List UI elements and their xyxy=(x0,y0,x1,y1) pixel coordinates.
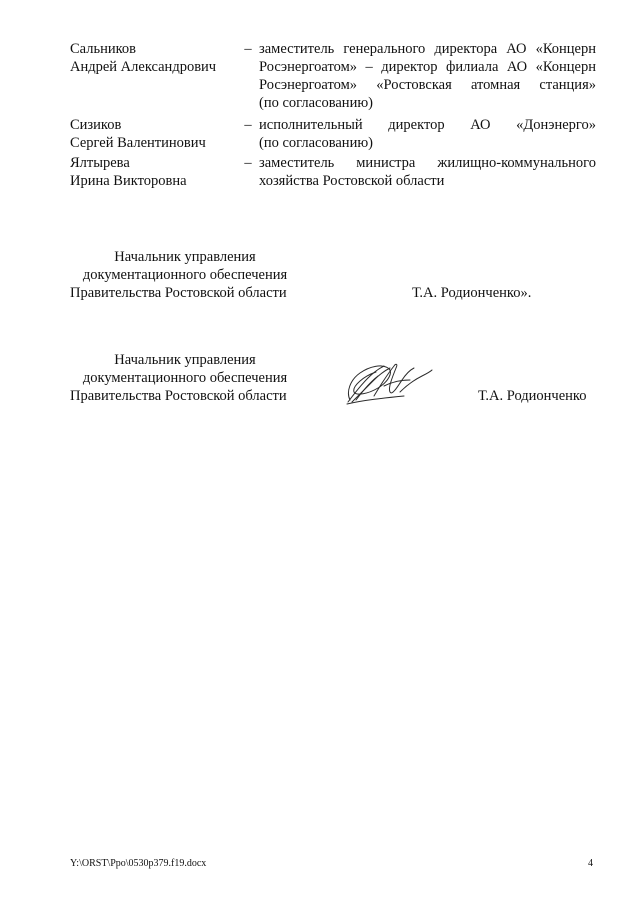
signatory-title-line: Начальник управления xyxy=(114,249,256,265)
member-name xyxy=(70,116,240,152)
member-surname: Сальников xyxy=(70,41,137,57)
quoted-signature-title xyxy=(70,248,300,302)
member-position-line: (по согласованию) xyxy=(259,135,373,151)
member-row-sizikov xyxy=(70,116,596,152)
member-surname: Сизиков xyxy=(70,117,122,133)
member-name xyxy=(70,40,240,76)
member-dash: – xyxy=(244,41,252,57)
signatory-title-line: Правительства Ростовской области xyxy=(70,285,287,301)
signatory-title-line: документационного обеспечения xyxy=(82,267,288,283)
signatory-title-line: документационного обеспечения xyxy=(82,370,288,386)
member-position xyxy=(259,116,596,152)
member-dash: – xyxy=(244,117,252,133)
member-position-line: заместитель министра жилищно-коммунального xyxy=(259,155,596,171)
member-name xyxy=(70,154,240,190)
member-surname: Ялтырева xyxy=(70,155,130,171)
member-position xyxy=(259,40,596,112)
page-number: 4 xyxy=(588,858,593,869)
footer-file-path: Y:\ORST\Ppo\0530p379.f19.docx xyxy=(70,858,207,869)
member-given-names: Ирина Викторовна xyxy=(70,173,187,189)
member-row-salnikov xyxy=(70,40,596,112)
signature-title xyxy=(70,351,300,405)
member-position-line: Росэнергоатом» – директор филиала АО «Концерн xyxy=(259,59,596,75)
quoted-signatory-name: Т.А. Родионченко». xyxy=(412,285,532,301)
member-position-line: исполнительный директор АО «Донэнерго» xyxy=(259,117,596,133)
member-position-line: (по согласованию) xyxy=(259,95,373,111)
member-row-yaltyreva xyxy=(70,154,596,190)
signatory-name: Т.А. Родионченко xyxy=(478,388,587,404)
handwritten-signature xyxy=(344,356,434,408)
member-given-names: Андрей Александрович xyxy=(70,59,217,75)
signatory-title-line: Начальник управления xyxy=(114,352,256,368)
signatory-title-line: Правительства Ростовской области xyxy=(70,388,287,404)
member-position xyxy=(259,154,596,190)
member-position-line: Росэнергоатом» «Ростовская атомная станция» xyxy=(259,77,596,93)
member-position-line: заместитель генерального директора АО «Концерн xyxy=(259,41,596,57)
member-position-line: хозяйства Ростовской области xyxy=(259,173,445,189)
member-dash: – xyxy=(244,155,252,171)
member-given-names: Сергей Валентинович xyxy=(70,135,206,151)
